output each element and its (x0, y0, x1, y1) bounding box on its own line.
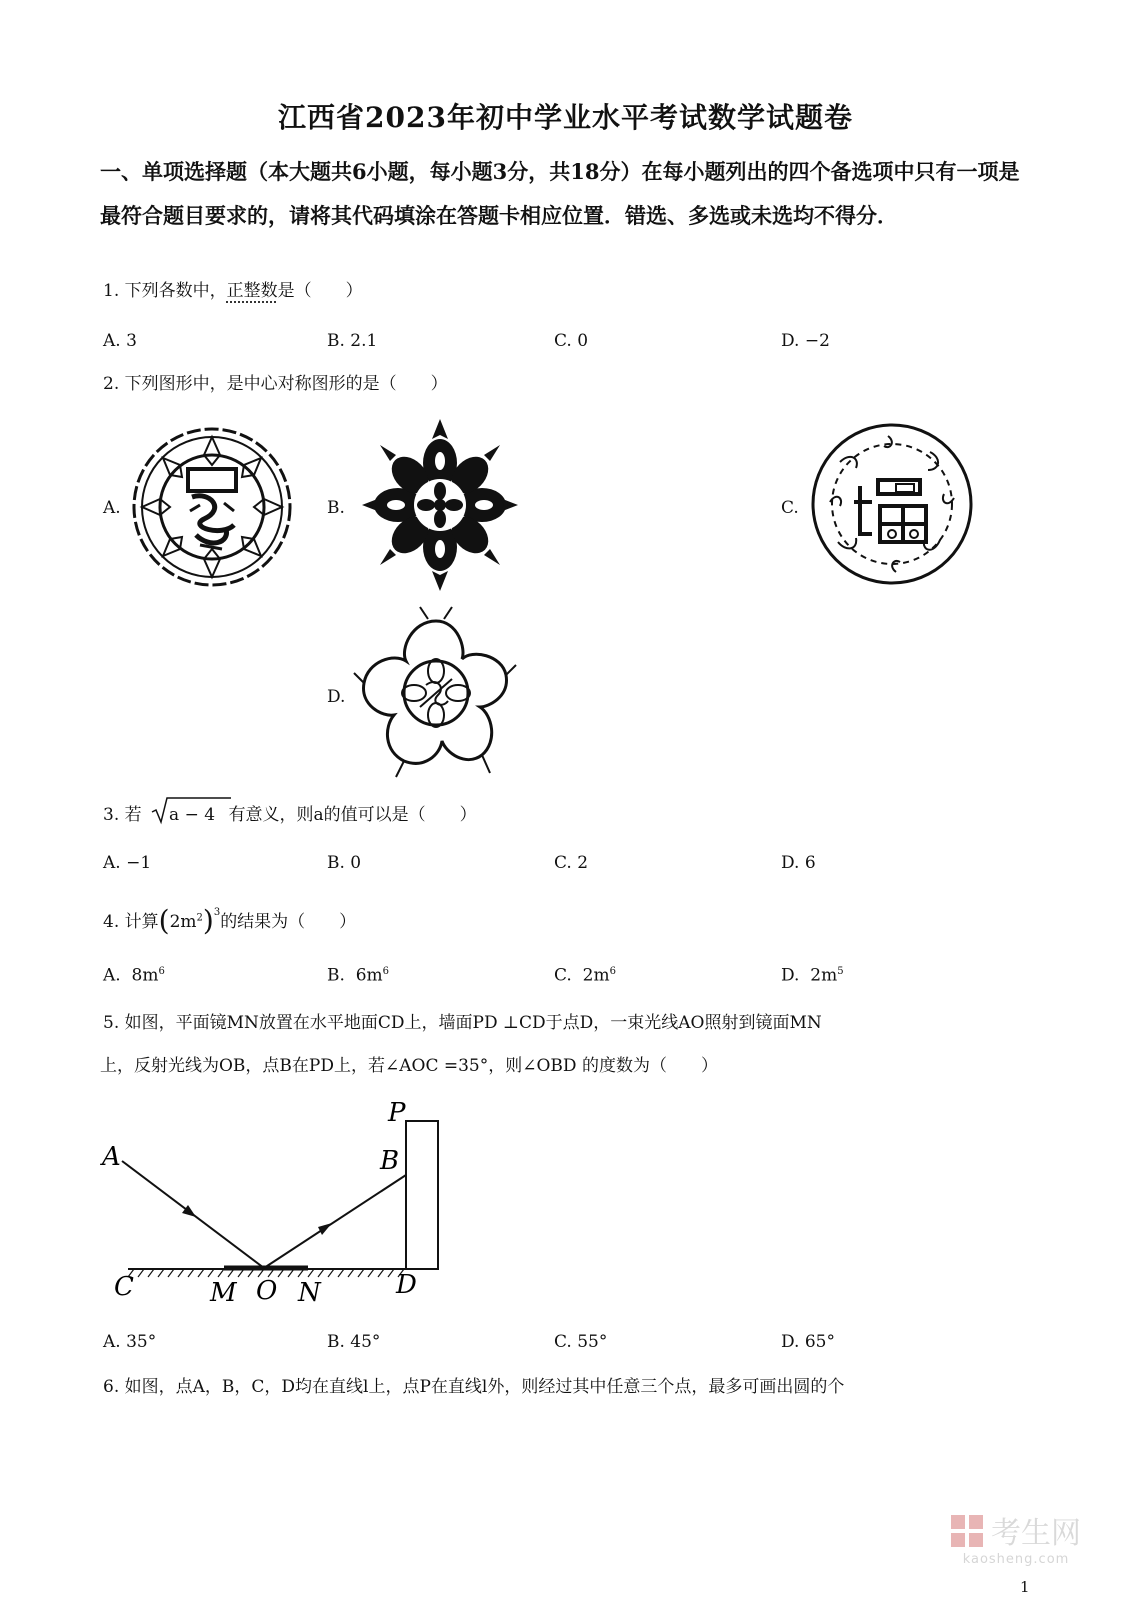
q1-pre: 1. 下列各数中， (103, 281, 227, 301)
watermark-text: 考生网 (991, 1516, 1081, 1551)
section-heading: 一、单项选择题（本大题共6小题，每小题3分，共18分）在每小题列出的四个备选项中只有一项是最符合题目要求的，请将其代码填涂在答题卡相应位置．错选、多选或未选均不得分． (100, 159, 1020, 228)
label-a: A (102, 1142, 121, 1172)
label-p: P (388, 1098, 406, 1128)
sqrt-expression (151, 800, 219, 826)
q1-emphasis: 正整数 (226, 281, 278, 301)
q5-option-b[interactable]: B. 45° (327, 1332, 381, 1352)
q2-option-d[interactable]: D. (327, 687, 346, 707)
page-title: 江西省2023年初中学业水平考试数学试题卷 (278, 101, 853, 134)
q4-option-a[interactable] (103, 961, 165, 987)
label-d: D (396, 1270, 417, 1300)
question-2: 2. 下列图形中，是中心对称图形的是（ ） (103, 374, 448, 394)
q4-pre: 4. 计算 (103, 912, 159, 932)
reflected-arrow-icon (318, 1223, 332, 1235)
q4-close-paren: ) (202, 904, 214, 937)
question-6: 6. 如图，点A，B，C，D均在直线l上，点P在直线l外，则经过其中任意三个点，最多可画出圆的个 (103, 1377, 845, 1397)
q5-option-a[interactable]: A. 35° (103, 1332, 157, 1352)
q2-option-b[interactable]: B. (327, 498, 345, 518)
label-c: C (114, 1272, 134, 1302)
q4-d-exp: 5 (837, 966, 844, 977)
label-o: O (256, 1276, 278, 1306)
q3-option-a[interactable]: A. −1 (103, 853, 152, 873)
q4-post: 的结果为（ ） (220, 912, 357, 932)
q4-d-term: 2m (810, 965, 838, 986)
q4-b-exp: 6 (382, 966, 390, 977)
q1-option-d[interactable]: D. −2 (781, 331, 830, 351)
question-5-line-1: 5. 如图，平面镜MN放置在水平地面CD上，墙面PD ⊥CD于点D，一束光线AO照射到镜面MN (103, 1013, 822, 1033)
q5-option-d[interactable]: D. 65° (781, 1332, 835, 1352)
q3-option-d[interactable]: D. 6 (781, 853, 816, 873)
q3-option-c[interactable]: C. 2 (554, 853, 589, 873)
q4-a-label: A. (103, 965, 121, 986)
q1-post: 是（ ） (277, 281, 363, 301)
question-4 (103, 902, 357, 937)
q4-option-d[interactable] (781, 961, 844, 987)
watermark-logo-icon (951, 1515, 985, 1549)
q3-radicand: a − 4 (169, 805, 216, 825)
label-n: N (298, 1278, 321, 1308)
q4-b-label: B. (327, 965, 345, 986)
q4-c-exp: 6 (609, 966, 616, 977)
q4-a-term: 8m (131, 965, 159, 986)
q1-option-c[interactable]: C. 0 (554, 331, 589, 351)
question-5-line-2: 上，反射光线为OB，点B在PD上，若∠AOC =35°，则∠OBD 的度数为（ ） (100, 1056, 718, 1076)
label-m: M (210, 1278, 237, 1308)
q2-figure-b (358, 418, 523, 593)
watermark-url: kaosheng.com (962, 1552, 1070, 1567)
q4-open-paren: ( (158, 904, 170, 937)
q5-figure (100, 1095, 460, 1320)
q1-option-a[interactable]: A. 3 (103, 331, 137, 351)
q4-c-term: 2m (582, 965, 610, 986)
question-1 (103, 280, 363, 302)
q4-b-term: 6m (355, 965, 383, 986)
page-number: 1 (1020, 1578, 1030, 1596)
q4-inner-exp: 2 (196, 912, 203, 924)
q4-outer-exp: 3 (213, 907, 221, 918)
q3-option-b[interactable]: B. 0 (327, 853, 362, 873)
watermark (951, 1508, 1081, 1567)
q2-figure-a (130, 425, 295, 590)
q4-a-exp: 6 (158, 966, 165, 977)
label-b: B (380, 1146, 400, 1176)
q1-option-b[interactable]: B. 2.1 (327, 331, 378, 351)
q3-pre: 3. 若 (103, 805, 142, 825)
q2-option-c[interactable]: C. (781, 498, 799, 518)
q4-c-label: C. (554, 965, 572, 986)
q2-figure-d (356, 607, 516, 779)
q2-figure-c (810, 422, 975, 587)
radical-sign-icon (151, 796, 231, 826)
q3-post: 有意义，则a的值可以是（ ） (228, 805, 477, 825)
q2-option-a[interactable]: A. (103, 498, 121, 518)
q4-option-c[interactable] (554, 961, 616, 987)
q5-option-c[interactable]: C. 55° (554, 1332, 608, 1352)
q4-base: 2m (169, 912, 197, 932)
q4-d-label: D. (781, 965, 800, 986)
q4-option-b[interactable] (327, 961, 389, 987)
question-3 (103, 800, 477, 828)
